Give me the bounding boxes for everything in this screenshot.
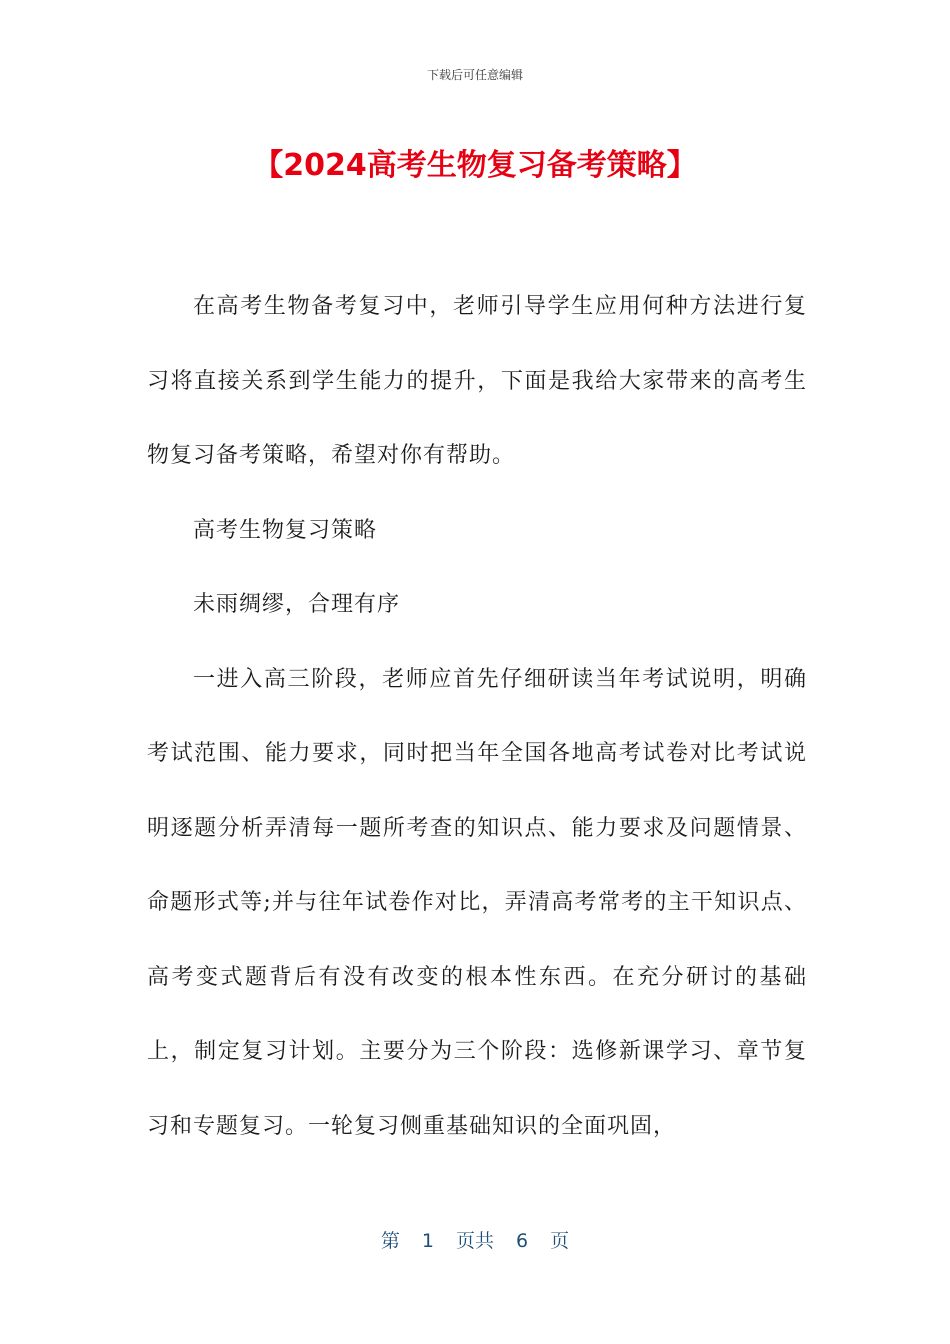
paragraph-body: 一进入高三阶段，老师应首先仔细研读当年考试说明，明确考试范围、能力要求，同时把当年全国各地高考试卷对比考试说明逐题分析弄清每一题所考查的知识点、能力要求及问题情景、命题形式等;并与往年试卷作对比，弄清高考常考的主干知识点、高考变式题背后有没有改变的根本性东西。在充分研讨的基础上，制定复习计划。主要分为三个阶段：选修新课学习、章节复习和专题复习。一轮复习侧重基础知识的全面巩固， bbox=[147, 666, 807, 1139]
footer-prefix: 第 bbox=[380, 1230, 400, 1252]
footer-suffix: 页 bbox=[550, 1230, 570, 1252]
footer-current-page: 1 bbox=[421, 1230, 434, 1252]
footer-total-pages: 6 bbox=[516, 1230, 529, 1252]
footer-middle: 页共 bbox=[455, 1230, 494, 1252]
paragraph-subheading: 未雨绸缪，合理有序 bbox=[193, 592, 401, 617]
document-title: 【2024高考生物复习备考策略】 bbox=[253, 148, 697, 183]
document-body bbox=[147, 270, 807, 1164]
header-note: 下载后可任意编辑 bbox=[426, 68, 523, 82]
page-footer bbox=[0, 1226, 950, 1253]
paragraph-section-heading: 高考生物复习策略 bbox=[193, 517, 378, 543]
paragraph-intro: 在高考生物备考复习中，老师引导学生应用何种方法进行复习将直接关系到学生能力的提升，下面是我给大家带来的高考生物复习备考策略，希望对你有帮助。 bbox=[147, 294, 807, 468]
